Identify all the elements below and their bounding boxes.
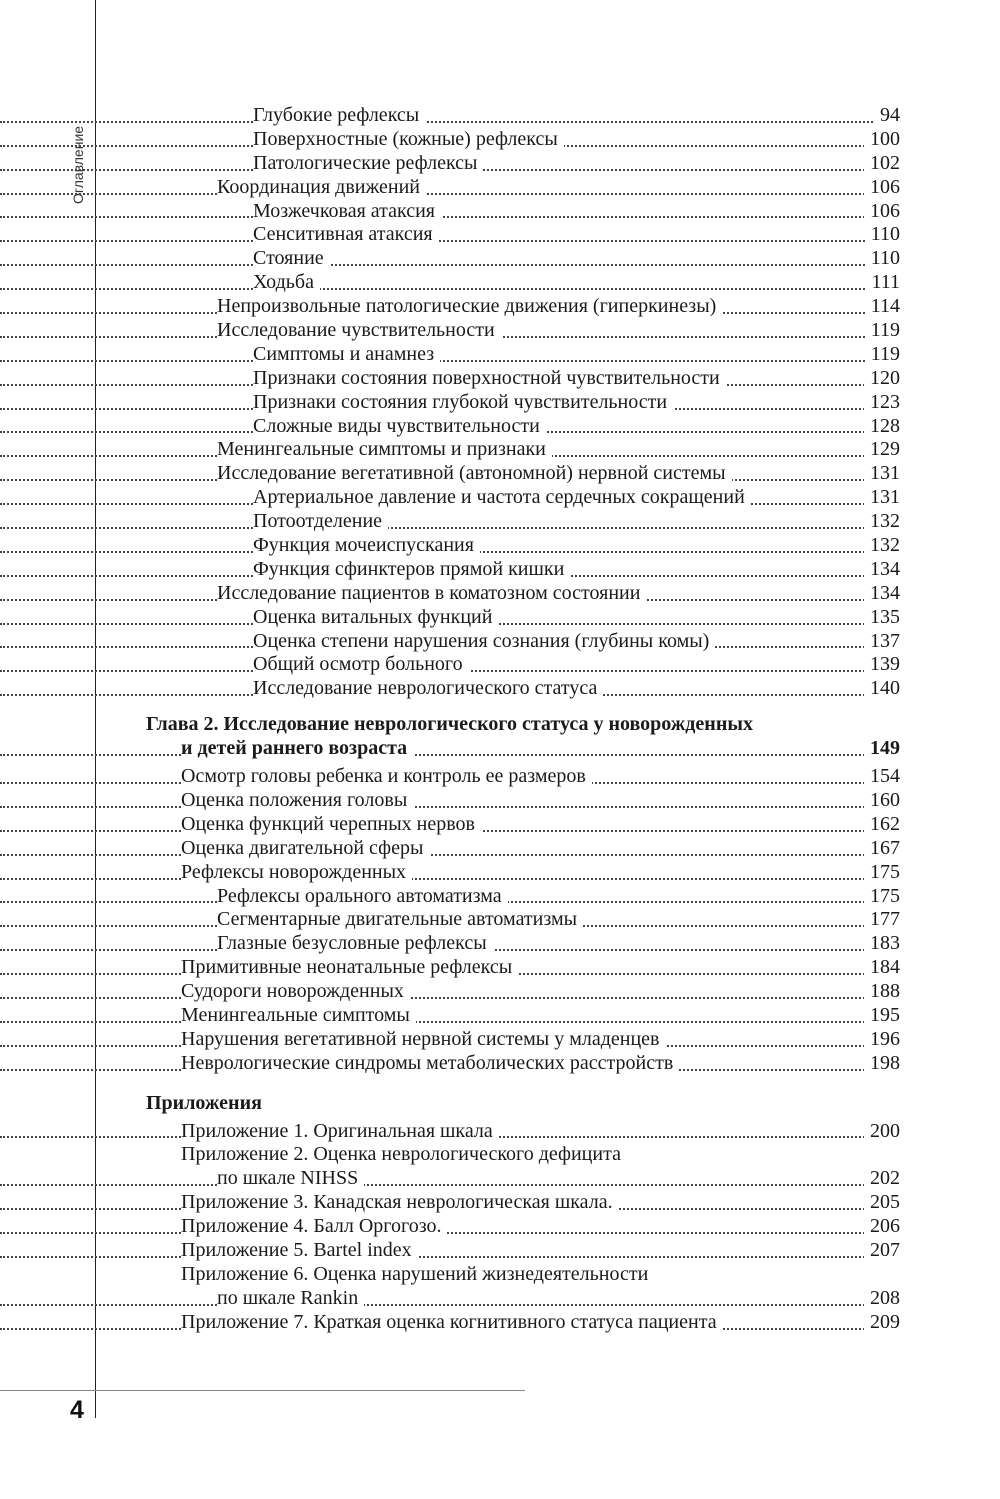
toc-entry: Оценка функций черепных нервов 162 — [0, 813, 900, 837]
chapter-heading-continuation: и детей раннего возраста 149 — [0, 737, 900, 761]
toc-entry: Нарушения вегетативной нервной системы у младенцев 196 — [0, 1028, 900, 1052]
page-number: 4 — [70, 1396, 84, 1424]
toc-entry: Менингеальные симптомы 195 — [0, 1004, 900, 1028]
toc-entry: Приложение 7. Краткая оценка когнитивного статуса пациента 209 — [0, 1311, 900, 1335]
toc-entry: Приложение 4. Балл Оргогозо. 206 — [0, 1215, 900, 1239]
toc-entry: Функция мочеиспускания 132 — [0, 534, 900, 558]
toc-entry: Мозжечковая атаксия 106 — [0, 200, 900, 224]
toc-entry: Оценка степени нарушения сознания (глубины комы) 137 — [0, 630, 900, 654]
toc-entry: Оценка витальных функций 135 — [0, 606, 900, 630]
toc-entry: Артериальное давление и частота сердечных сокращений 131 — [0, 486, 900, 510]
toc-entry: Потоотделение 132 — [0, 510, 900, 534]
toc-entry: Неврологические синдромы метаболических расстройств 198 — [0, 1052, 900, 1076]
chapter-heading: Глава 2. Исследование неврологического статуса у новорожденных — [146, 713, 753, 736]
toc-entry: Сегментарные двигательные автоматизмы 177 — [0, 908, 900, 932]
toc-entry: Менингеальные симптомы и признаки 129 — [0, 438, 900, 462]
toc-entry: Исследование пациентов в коматозном состоянии 134 — [0, 582, 900, 606]
toc-entry: Приложение 2. Оценка неврологического дефицита — [181, 1143, 621, 1166]
toc-entry: Функция сфинктеров прямой кишки 134 — [0, 558, 900, 582]
toc-entry-continuation: по шкале Rankin 208 — [0, 1287, 900, 1311]
toc-entry: Поверхностные (кожные) рефлексы 100 — [0, 128, 900, 152]
toc-entry: Приложение 1. Оригинальная шкала 200 — [0, 1120, 900, 1144]
toc-entry: Исследование неврологического статуса 140 — [0, 677, 900, 701]
toc-entry: Координация движений 106 — [0, 176, 900, 200]
toc-entry: Приложение 6. Оценка нарушений жизнедеятельности — [181, 1262, 649, 1285]
toc-entry: Исследование чувствительности 119 — [0, 319, 900, 343]
toc-entry: Ходьба 111 — [0, 271, 900, 295]
toc-entry: Приложение 3. Канадская неврологическая шкала. 205 — [0, 1191, 900, 1215]
toc-entry: Осмотр головы ребенка и контроль ее размеров 154 — [0, 765, 900, 789]
toc-entry: Исследование вегетативной (автономной) нервной системы 131 — [0, 462, 900, 486]
table-of-contents — [0, 104, 1000, 1335]
appendices-heading: Приложения — [146, 1091, 262, 1114]
toc-entry: Сенситивная атаксия 110 — [0, 223, 900, 247]
toc-entry: Глазные безусловные рефлексы 183 — [0, 932, 900, 956]
toc-entry: Судороги новорожденных 188 — [0, 980, 900, 1004]
toc-entry: Оценка положения головы 160 — [0, 789, 900, 813]
footer-horizontal-rule — [0, 1390, 525, 1391]
toc-entry: Примитивные неонатальные рефлексы 184 — [0, 956, 900, 980]
toc-entry: Оценка двигательной сферы 167 — [0, 837, 900, 861]
toc-entry: Признаки состояния поверхностной чувствительности 120 — [0, 367, 900, 391]
toc-entry: Стояние 110 — [0, 247, 900, 271]
toc-entry: Рефлексы орального автоматизма 175 — [0, 885, 900, 909]
toc-entry: Непроизвольные патологические движения (гиперкинезы) 114 — [0, 295, 900, 319]
toc-entry: Глубокие рефлексы 94 — [0, 104, 900, 128]
toc-entry: Признаки состояния глубокой чувствительности 123 — [0, 391, 900, 415]
toc-entry: Симптомы и анамнез 119 — [0, 343, 900, 367]
running-header-label: Оглавление — [70, 125, 86, 204]
toc-entry: Патологические рефлексы 102 — [0, 152, 900, 176]
toc-entry-continuation: по шкале NIHSS 202 — [0, 1167, 900, 1191]
toc-entry: Рефлексы новорожденных 175 — [0, 861, 900, 885]
toc-entry: Общий осмотр больного 139 — [0, 653, 900, 677]
toc-entry: Сложные виды чувствительности 128 — [0, 415, 900, 439]
toc-entry: Приложение 5. Bartel index 207 — [0, 1239, 900, 1263]
